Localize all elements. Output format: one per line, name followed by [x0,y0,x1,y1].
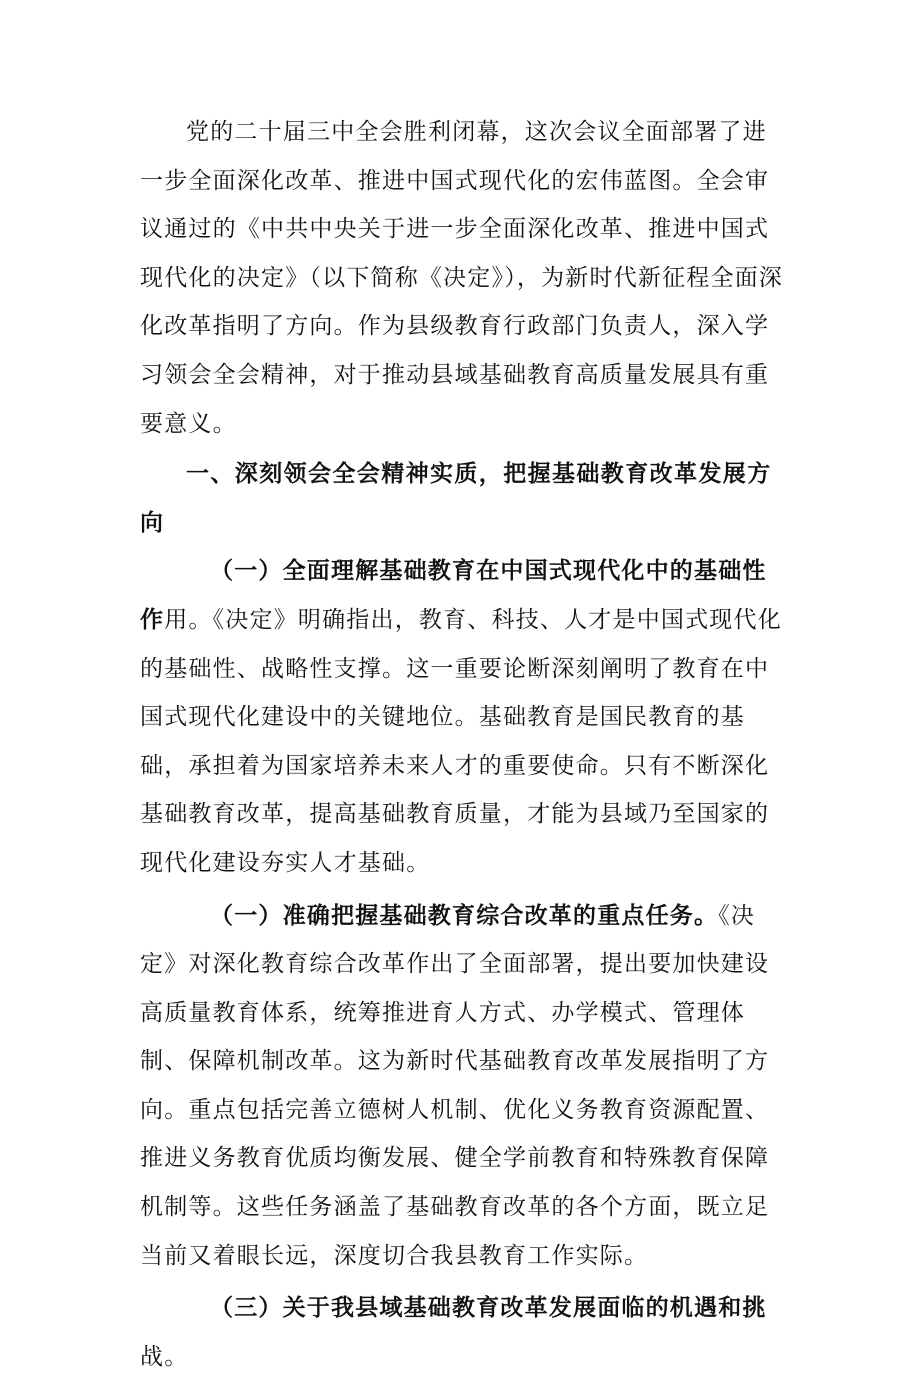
subsection-3-heading-lead: （三）关于我县域基础教育改革发展面临的机遇和挑 [210,1294,767,1322]
subsection-1-heading-tail: 用。 [164,606,213,633]
intro-paragraph: 党的二十届三中全会胜利闭幕，这次会议全面部署了进一步全面深化改革、推进中国式现代化的宏伟蓝图。全会审议通过的《中共中央关于进一步全面深化改革、推进中国式现代化的决定》（以下简称《决定》），为新时代新征程全面深化改革指明了方向。作为县级教育行政部门负责人，深入学习领会全会精神，对于推动县域基础教育高质量发展具有重要意义。 [140,119,784,437]
subsection-2-body: 《决定》对深化教育综合改革作出了全面部署，提出要加快建设高质量教育体系，统筹推进育人方式、办学模式、管理体制、保障机制改革。这为新时代基础教育改革发展指明了方向。重点包括完善立德树人机制、优化义务教育资源配置、推进义务教育优质均衡发展、健全学前教育和特殊教育保障机制等。这些任务涵盖了基础教育改革的各个方面，既立足当前又着眼长远，深度切合我县教育工作实际。 [140,902,770,1269]
subsection-1-heading: （一）全面理解基础教育在中国式现代化中的基础性作 [140,557,767,633]
subsection-1-body: 《决定》明确指出，教育、科技、人才是中国式现代化的基础性、战略性支撑。这一重要论断深刻阐明了教育在中国式现代化建设中的关键地位。基础教育是国民教育的基础，承担着为国家培养未来人才的重要使命。只有不断深化基础教育改革，提高基础教育质量，才能为县域乃至国家的现代化建设夯实人才基础。 [140,606,782,876]
subsection-2-heading: （一）准确把握基础教育综合改革的重点任务。 [210,901,719,929]
subsection-2-paragraph [140,892,785,1281]
document-body [140,108,785,1381]
section-heading-1: 一、深刻领会全会精神实质，把握基础教育改革发展方向 [140,460,772,536]
subsection-3-heading-tail: 战。 [140,1343,189,1370]
subsection-1-paragraph [140,547,785,887]
subsection-3-heading [140,1284,785,1381]
